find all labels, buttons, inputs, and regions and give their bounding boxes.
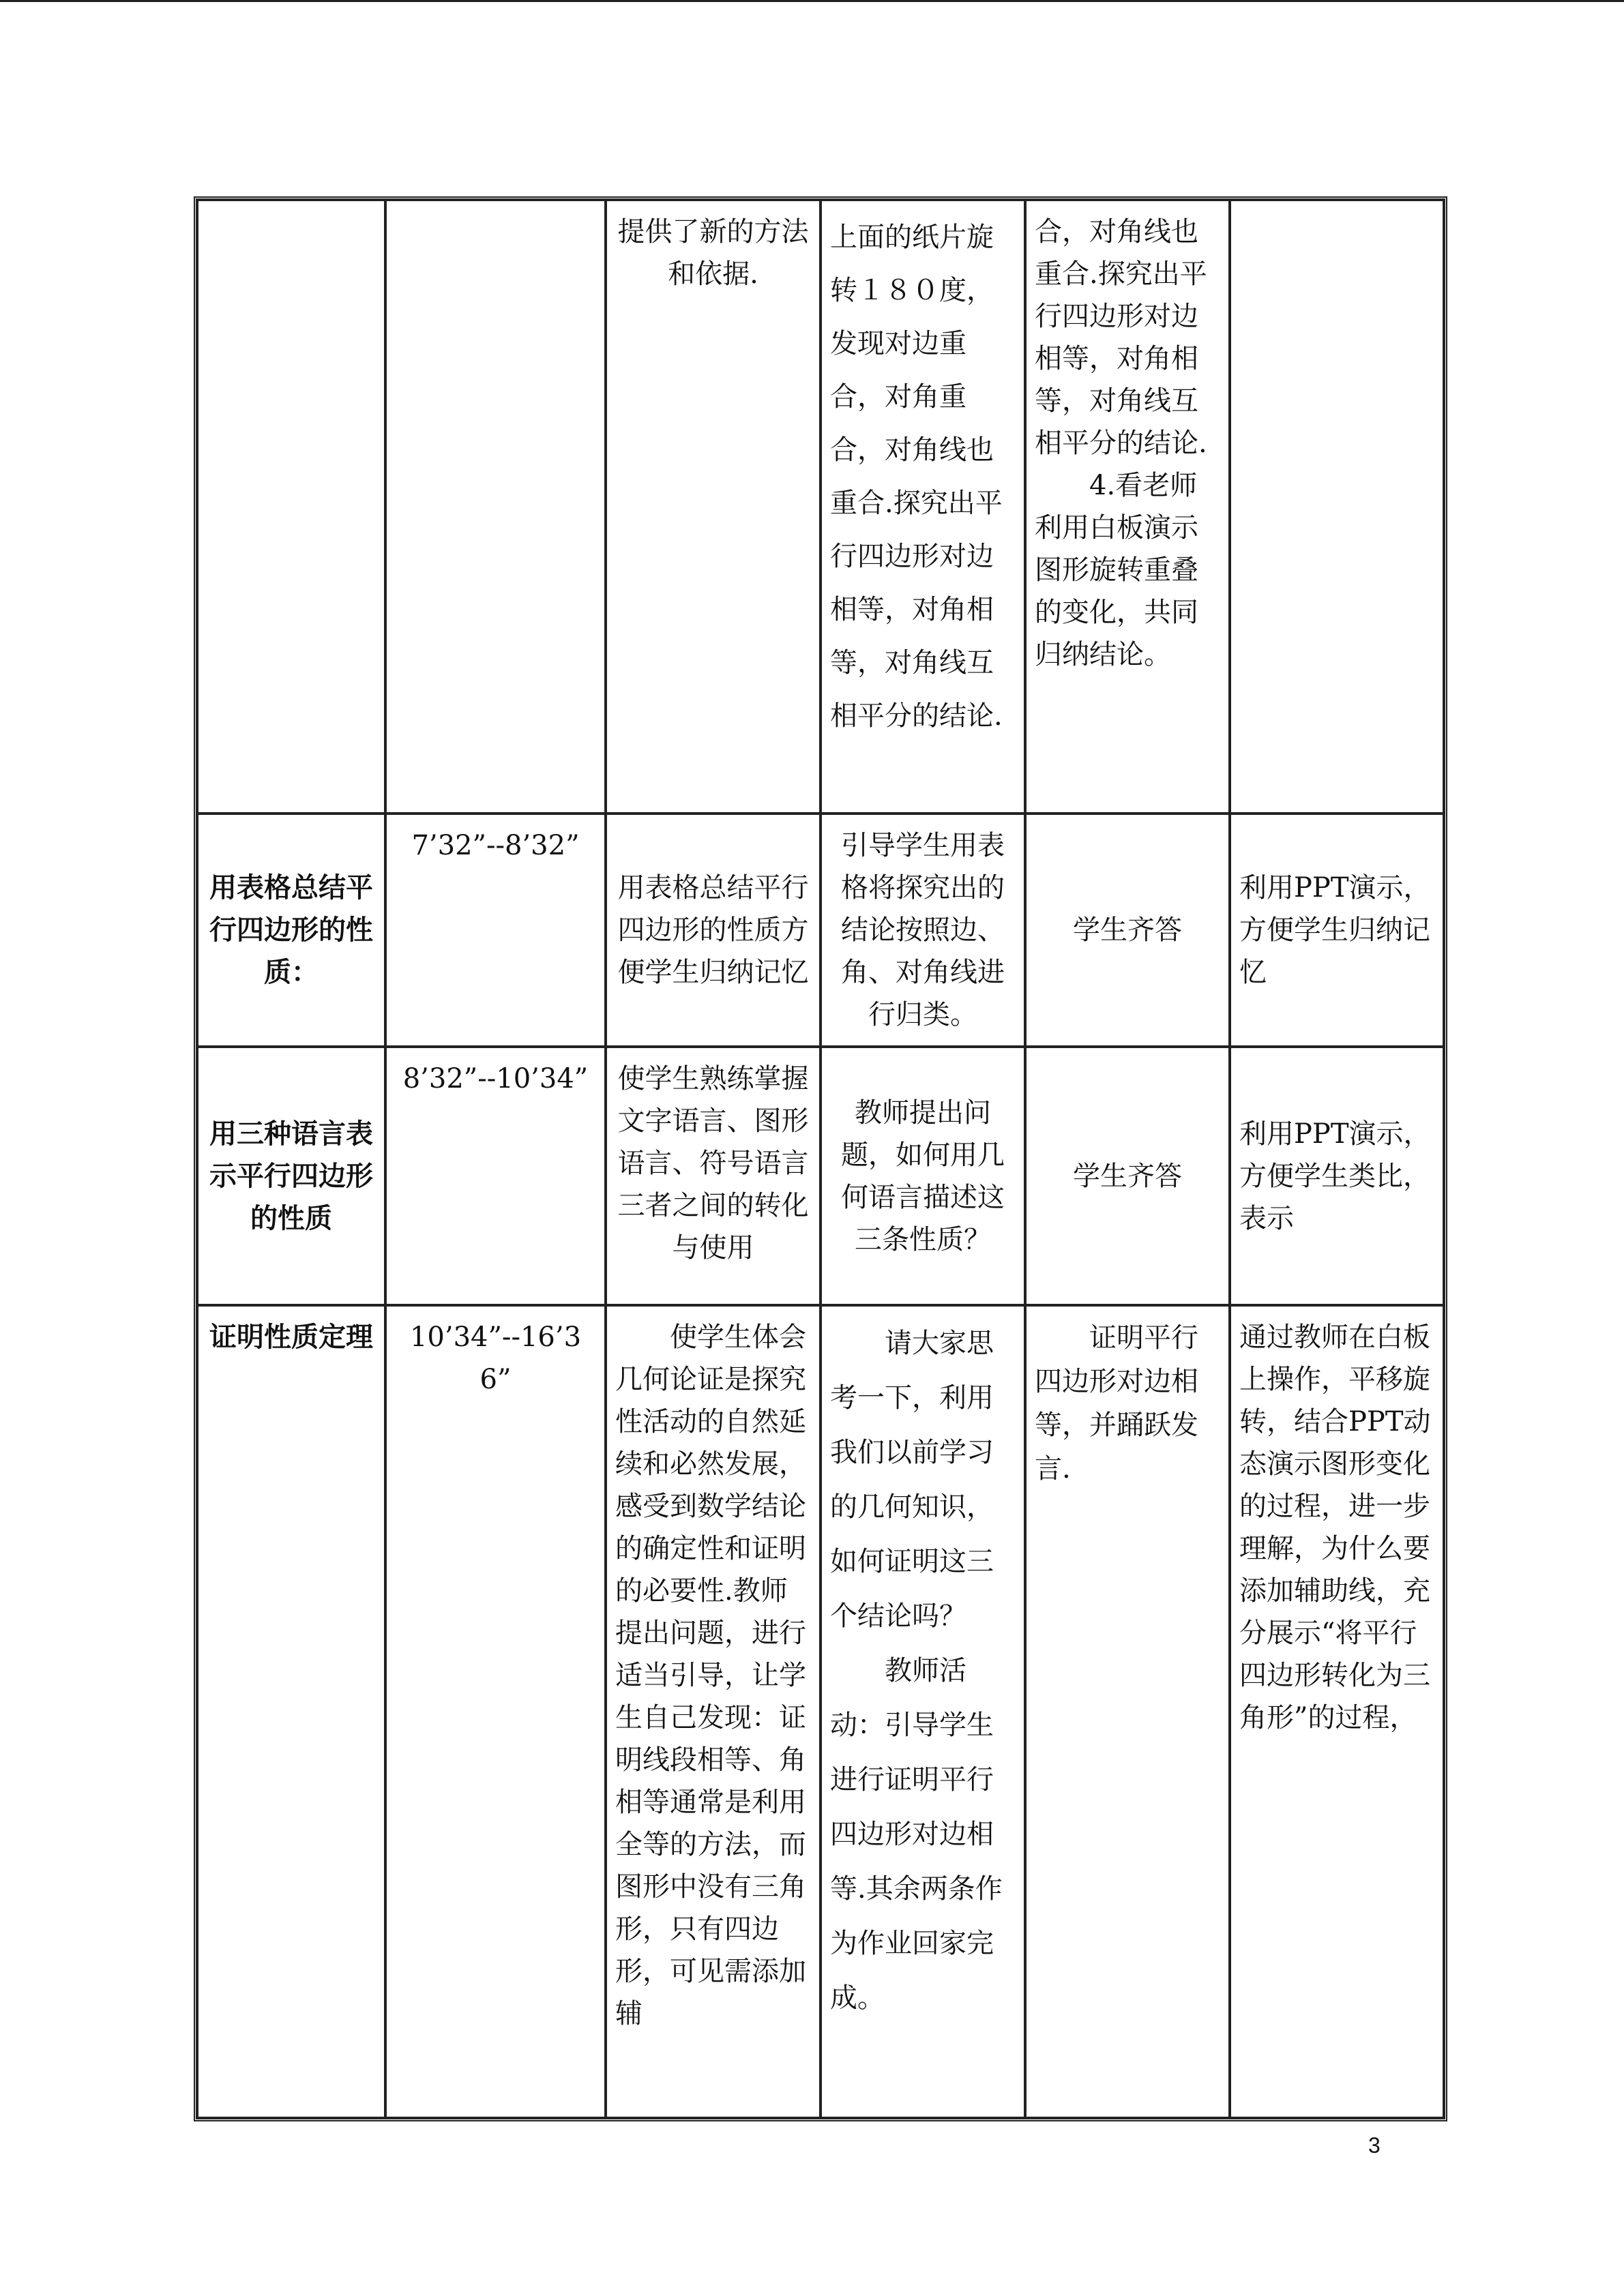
student-activity-cell [1025, 200, 1230, 814]
time-cell: 8’32”--10’34” [385, 1047, 606, 1305]
teacher-guidance-text: 教师活动：引导学生进行证明平行四边形对边相等.其余两条作为作业回家完成。 [830, 1655, 1003, 2014]
student-activity-cell: 证明平行四边形对边相等，并踊跃发言. [1025, 1305, 1230, 2118]
teacher-activity-cell: 引导学生用表格将探究出的结论按照边、角、对角线进行归类。 [821, 814, 1025, 1047]
media-cell [1230, 200, 1444, 814]
table-row [197, 1305, 1444, 2118]
lesson-plan-table [194, 196, 1447, 2121]
table-row [197, 814, 1444, 1047]
student-activity-cell: 学生齐答 [1025, 1047, 1230, 1305]
table-row [197, 200, 1444, 814]
stage-cell: 用表格总结平行四边形的性质： [197, 814, 385, 1047]
teacher-question-text: 请大家思考一下，利用我们以前学习的几何知识，如何证明这三个结论吗？ [830, 1328, 994, 1632]
intent-cell: 提供了新的方法和依据. [606, 200, 821, 814]
stage-cell: 证明性质定理 [197, 1305, 385, 2118]
time-cell: 7’32”--8’32” [385, 814, 606, 1047]
intent-cell: 使学生熟练掌握文字语言、图形语言、符号语言三者之间的转化与使用 [606, 1047, 821, 1305]
teacher-activity-cell [821, 200, 1025, 814]
intent-cell: 用表格总结平行四边形的性质方便学生归纳记忆 [606, 814, 821, 1047]
student-activity-step-4: 4.看老师利用白板演示图形旋转重叠的变化，共同归纳结论。 [1035, 470, 1198, 670]
page-number: 3 [1368, 2133, 1381, 2158]
student-activity-text: 合，对角线也重合.探究出平行四边形对边相等，对角相等，对角线互相平分的结论. [1035, 216, 1207, 459]
page-top-border [0, 0, 1624, 2]
time-cell: 10’34”--16’36” [385, 1305, 606, 2118]
media-cell: 利用PPT演示，方便学生归纳记忆 [1230, 814, 1444, 1047]
media-cell: 通过教师在白板上操作，平移旋转，结合PPT动态演示图形变化的过程，进一步理解，为什么要添加辅助线，充分展示“将平行四边形转化为三角形”的过程， [1230, 1305, 1444, 2118]
teacher-activity-text: 上面的纸片旋转１８０度，发现对边重合，对角重合，对角线也重合.探究出平行四边形对边相等，对角相等，对角线互相平分的结论. [830, 222, 1003, 732]
intent-cell: 使学生体会几何论证是探究性活动的自然延续和必然发展，感受到数学结论的确定性和证明的必要性.教师提出问题，进行适当引导，让学生自己发现：证明线段相等、角相等通常是利用全等的方法，而图形中没有三角形，只有四边形，可见需添加辅 [606, 1305, 821, 2118]
table-row [197, 1047, 1444, 1305]
time-cell [385, 200, 606, 814]
stage-cell [197, 200, 385, 814]
student-activity-cell: 学生齐答 [1025, 814, 1230, 1047]
teacher-activity-cell [821, 1305, 1025, 2118]
teacher-activity-cell: 教师提出问题，如何用几何语言描述这三条性质？ [821, 1047, 1025, 1305]
stage-cell: 用三种语言表示平行四边形的性质 [197, 1047, 385, 1305]
media-cell: 利用PPT演示，方便学生类比，表示 [1230, 1047, 1444, 1305]
